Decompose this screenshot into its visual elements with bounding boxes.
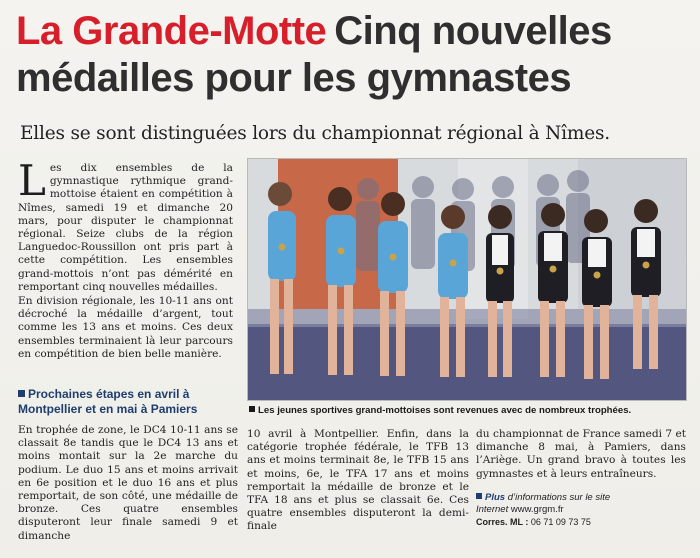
intro-paragraph-1: es dix ensembles de la gymnastique rythmique grand-mottoise étaient en compétition à Nîmes, samedi 19 et dimanche 20 mars, pour disputer le championnat régional. Seize clubs de la région Languedoc-Roussillon ont pris part à cette compétition. Les ensembles grand-mottois n’ont pas démérité en remportant cinq nouvelles médailles. — [18, 162, 233, 293]
headline — [16, 8, 696, 102]
intro-column — [18, 156, 233, 362]
info-plus-label: Plus — [485, 492, 506, 503]
team-photo — [247, 158, 687, 401]
gymnasts-illustration — [248, 159, 687, 401]
info-internet-line — [476, 504, 686, 516]
info-corr-label: Corres. ML : — [476, 517, 529, 527]
photo-caption-text: Les jeunes sportives grand-mottoises sont revenues avec de nombreux trophées. — [258, 405, 632, 416]
headline-title-part2: médailles pour les gymnastes — [16, 56, 572, 100]
headline-title-part1: Cinq nouvelles — [334, 9, 612, 53]
info-plus-line — [476, 492, 686, 504]
intro-paragraph-2: En division régionale, les 10-11 ans ont décroché la médaille d’argent, tout comme les 13 ans et moins. Ces deux ensembles terminaient là leur parcours en compétition de bien belle manière. — [18, 295, 233, 360]
section-title-text: Prochaines étapes en avril à Montpellier et en mai à Pamiers — [18, 387, 198, 416]
info-internet-label: Internet — [476, 504, 509, 515]
info-internet-link[interactable]: www.grgm.fr — [510, 504, 564, 515]
headline-place: La Grande-Motte — [16, 9, 327, 53]
caption-square-icon — [249, 406, 255, 412]
section-title — [18, 387, 238, 417]
body-column-1: En trophée de zone, le DC4 10-11 ans se classait 8e tandis que le DC4 13 ans et moins montait sur la 2e marche du podium. Le duo 15 ans et moins arrivait en 6e position et le duo 16 ans et plus remportait, de son côté, une médaille de bronze. Ces quatre ensembles disputeront leur finale samedi 9 et dimanche — [18, 424, 238, 542]
plus-square-icon — [476, 493, 482, 499]
info-corr-phone: 06 71 09 73 75 — [530, 517, 591, 527]
dropcap: L — [18, 156, 46, 205]
info-box — [476, 492, 686, 528]
photo-caption — [249, 405, 689, 417]
body-column-2: 10 avril à Montpellier. Enfin, dans la catégorie trophée fédérale, le TFB 13 ans et moins terminait 8e, le TFB 15 ans et moins, 6e, le TFA 17 ans et moins remportait la médaille de bronze et le TFA 18 ans et plus se classait 6e. Ces quatre ensembles disputeront la demi-finale — [247, 428, 469, 533]
info-correspondent-line — [476, 516, 686, 528]
bullet-square-icon — [18, 390, 25, 397]
body-column-3: du championnat de France samedi 7 et dimanche 8 mai, à Pamiers, dans l’Ariège. Un grand bravo à toutes les gymnastes et à leurs entraîneurs. — [476, 428, 687, 480]
info-plus-text: d’informations sur le site — [507, 492, 611, 503]
subheadline: Elles se sont distinguées lors du championnat régional à Nîmes. — [20, 123, 610, 144]
